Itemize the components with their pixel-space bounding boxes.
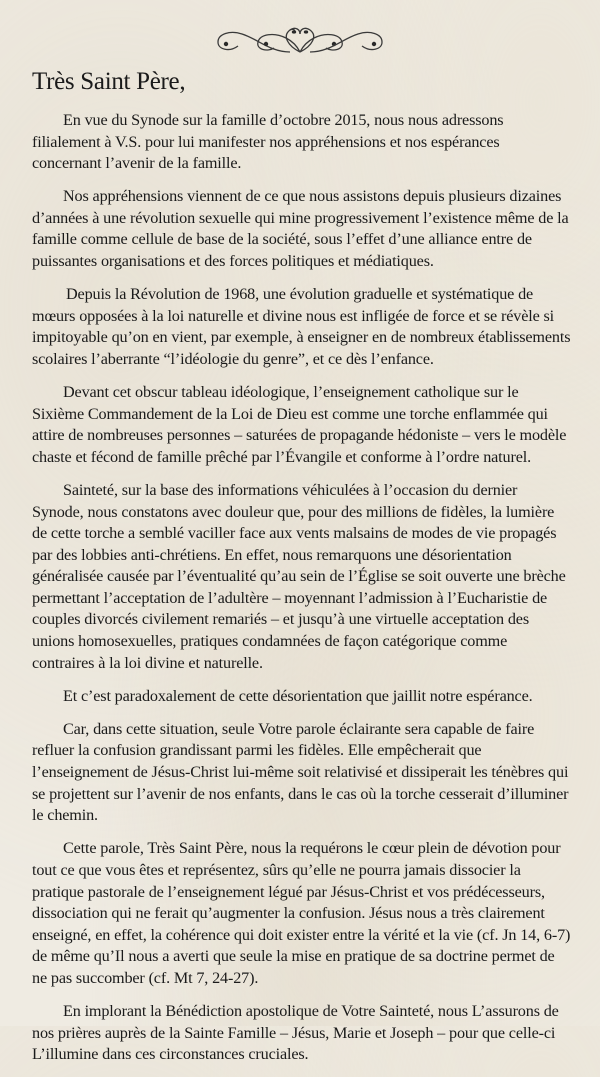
letter-body xyxy=(32,66,572,1077)
letter-paragraph: Depuis la Révolution de 1968, une évolution graduelle et systématique de mœurs opposées à la loi naturelle et divine nous est infligée de force et se révèle si impitoyable qu’on en vient, par exemple, à enseigner en de nombreux établissements scolaires l’aberrante “l’idéologie du genre”, et ce dès l’enfance. xyxy=(32,285,571,368)
letter-paragraph: En vue du Synode sur la famille d’octobre 2015, nous nous adressons filialement à V.S. pour lui manifester nos appréhensions et nos espérances concernant l’avenir de la famille. xyxy=(32,111,504,173)
letter-paragraph: Nos appréhensions viennent de ce que nous assistons depuis plusieurs dizaines d’années à une révolution sexuelle qui mine progressivement l’existence même de la famille comme cellule de base de la société, sous l’effet d’une alliance entre de puissantes organisations et des forces politiques et médiatiques. xyxy=(32,187,569,271)
letter-paragraph: Cette parole, Très Saint Père, nous la requérons le cœur plein de dévotion pour tout ce que vous êtes et représentez, sûrs qu’elle ne pourra jamais dissocier la pratique pastorale de l’enseignement légué par Jésus-Christ et vos prédécesseurs, dissociation qui ne ferait qu’augmenter la confusion. Jésus nous a très clairement enseigné, en effet, la cohérence qui doit exister entre la vérité et la vie (cf. Jn 14, 6-7) de même qu’Il nous a averti que seule la mise en pratique de sa doctrine permet de ne pas succomber (cf. Mt 7, 24-27). xyxy=(32,839,571,987)
letter-salutation: Très Saint Père, xyxy=(32,68,186,95)
letter-paragraph: En implorant la Bénédiction apostolique de Votre Sainteté, nous L’assurons de nos prières auprès de la Sainte Famille – Jésus, Marie et Joseph – pour que celle-ci L’illumine dans ces circonstances cruciales. xyxy=(32,1001,559,1064)
letter-paragraph: Devant cet obscur tableau idéologique, l’enseignement catholique sur le Sixième Commandement de la Loi de Dieu est comme une torche enflammée qui attire de nombreuses personnes – saturées de propagande hédoniste – vers le modèle chaste et fécond de famille prêché par l’Évangile et conforme à l’ordre naturel. xyxy=(32,383,567,466)
letter-paragraph: Et c’est paradoxalement de cette désorientation que jaillit notre espérance. xyxy=(63,686,533,705)
flourish-ornament-icon xyxy=(208,22,392,56)
letter-paragraph: Car, dans cette situation, seule Votre parole éclairante sera capable de faire refluer la confusion grandissant parmi les fidèles. Elle empêcherait que l’enseignement de Jésus-Christ lui-même soit relativisé et dissiperait les ténèbres qui se projettent sur l’avenir de nos enfants, dans le cas où la torche cesserait d’illuminer le chemin. xyxy=(32,719,569,825)
letter-paragraph: Sainteté, sur la base des informations véhiculées à l’occasion du dernier Synode, nous constatons avec douleur que, pour des millions de fidèles, la lumière de cette torche a semblé vaciller face aux vents malsains de modes de vie propagés par des lobbies anti-chrétiens. En effet, nous remarquons une désorientation généralisée causée par l’éventualité qu’au sein de l’Église se soit ouverte une brèche permettant l’acceptation de l’adultère – moyennant l’admission à l’Eucharistie de couples divorcés civilement remariés – et jusqu’à une virtuelle acceptation des unions homosexuelles, pratiques condamnées de façon catégorique comme contraires à la loi divine et naturelle. xyxy=(32,480,566,672)
